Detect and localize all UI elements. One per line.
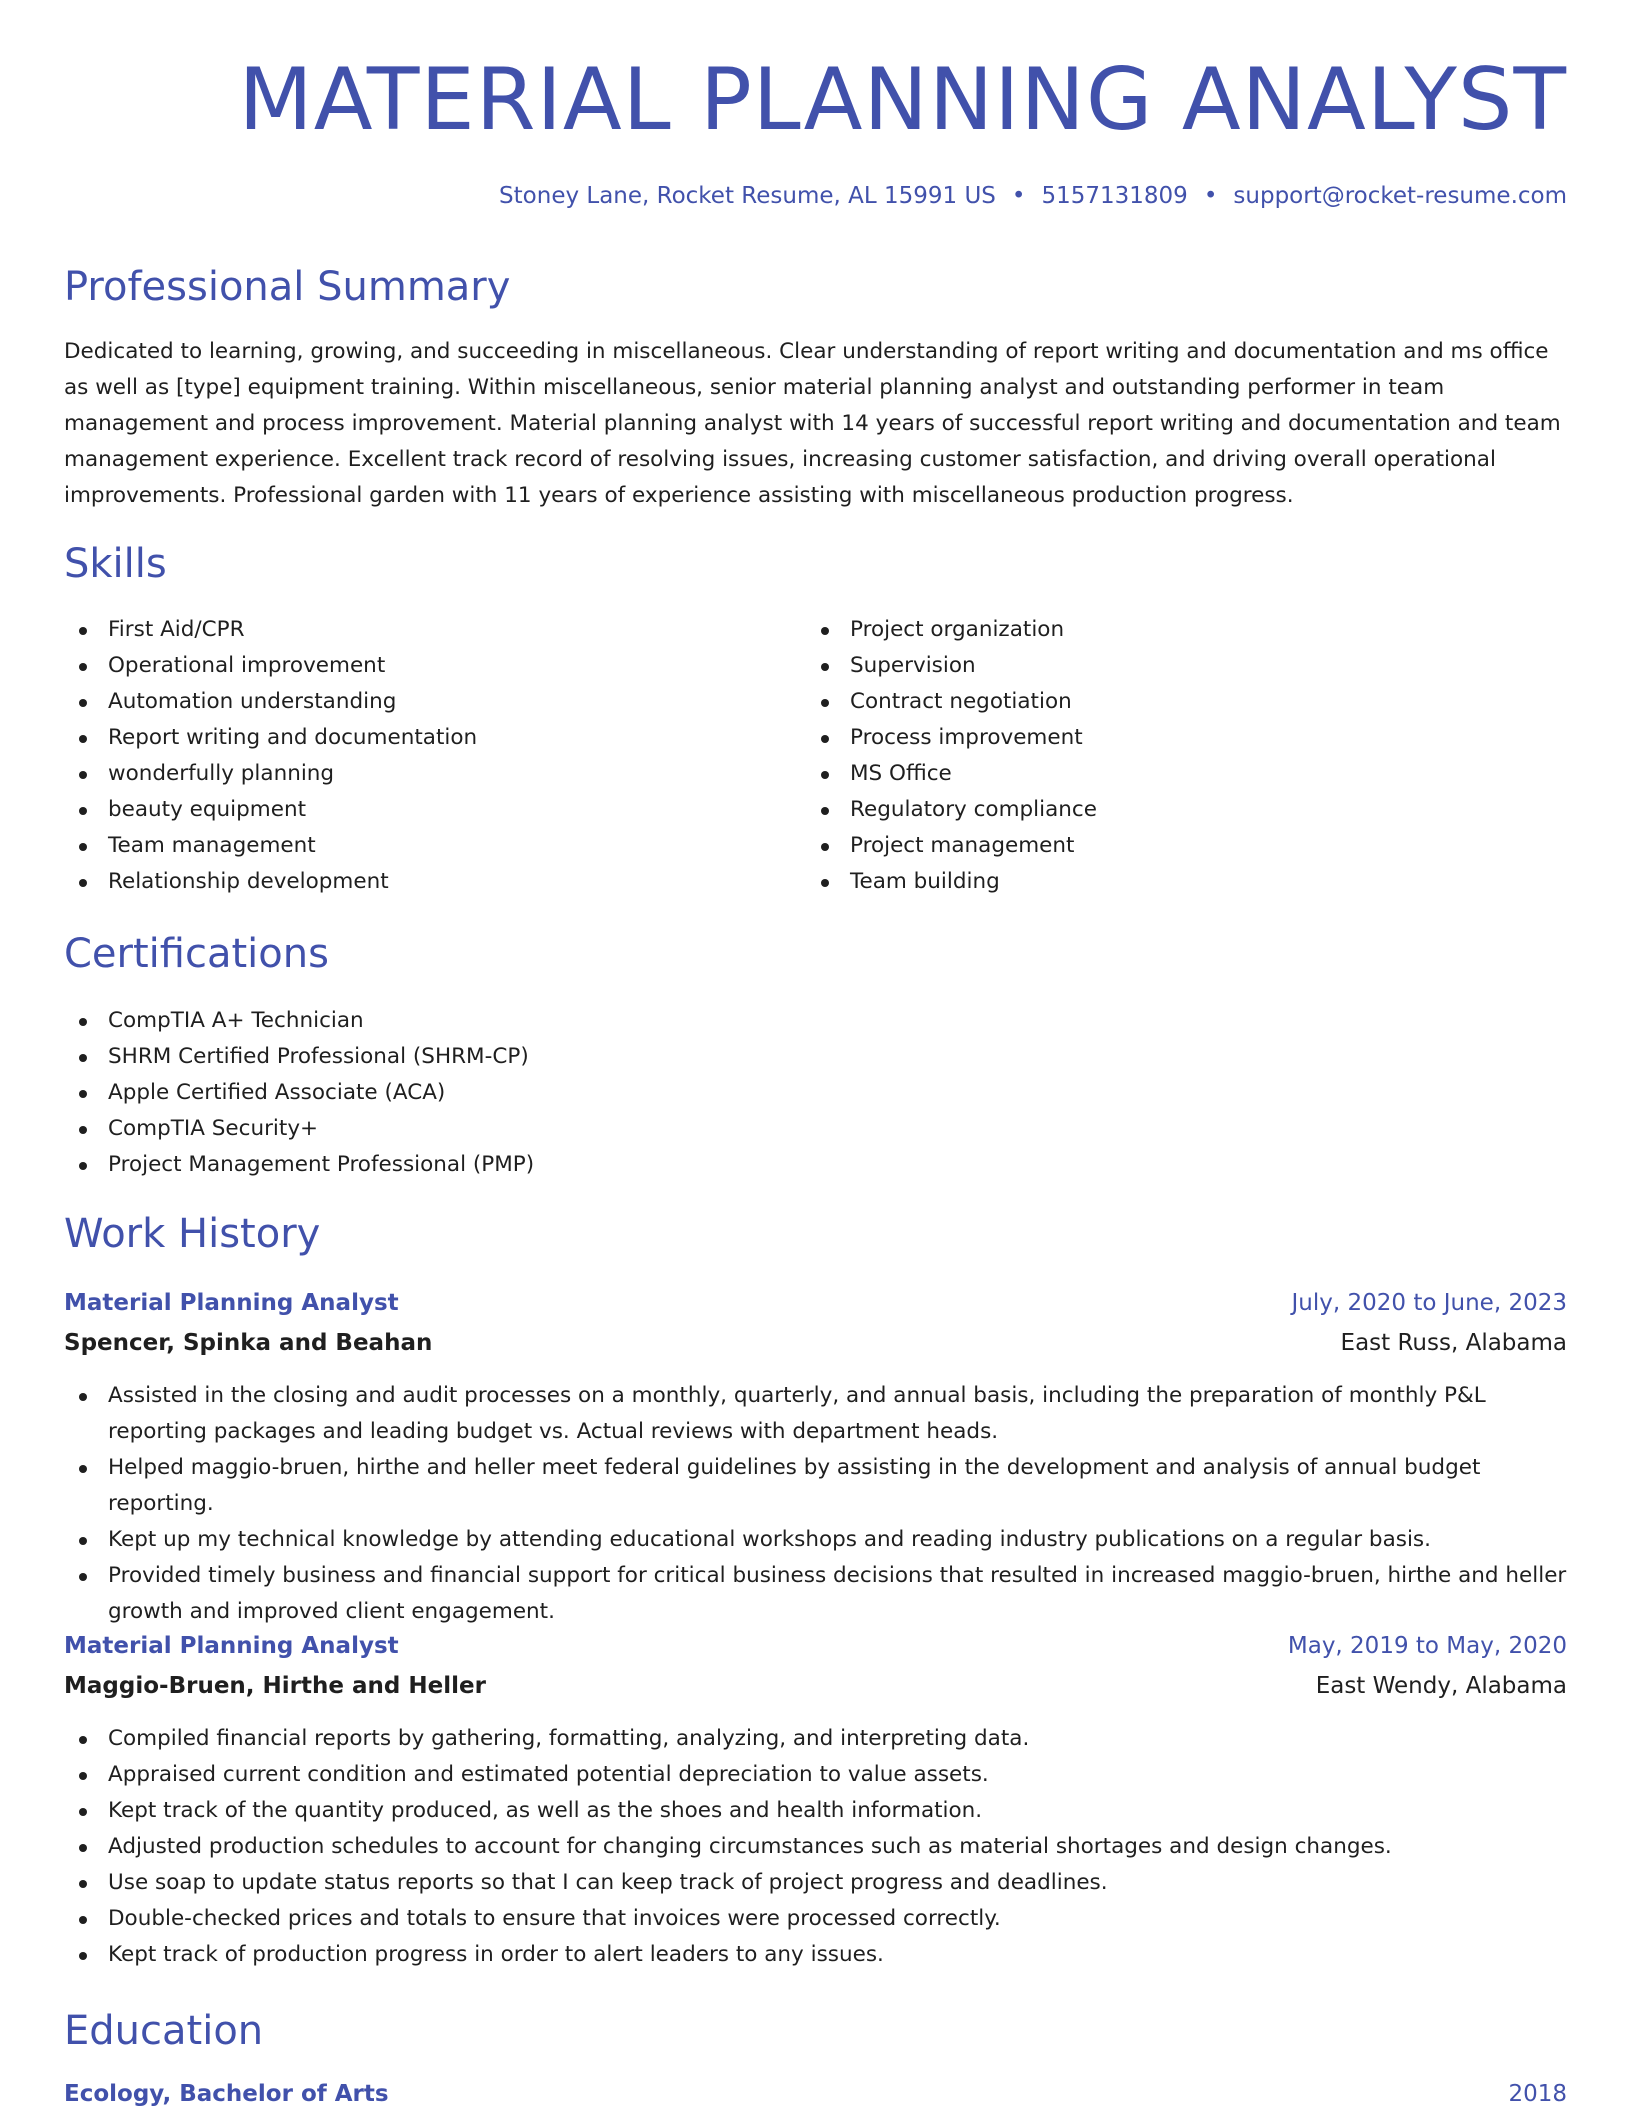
skill-item: Team management — [64, 828, 764, 864]
job-bullet: Adjusted production schedules to account for changing circumstances such as material shortages and design changes. — [64, 1829, 1567, 1865]
job-bullet: Provided timely business and financial support for critical business decisions that resulted in increased maggio-bruen, hirthe and heller growth and improved client engagement. — [64, 1558, 1567, 1630]
skill-item: Project management — [806, 828, 1506, 864]
job-location: East Russ, Alabama — [1340, 1330, 1567, 1356]
job-title: Material Planning Analyst — [64, 1290, 399, 1316]
contact-separator: • — [1011, 183, 1026, 209]
contact-address: Stoney Lane, Rocket Resume, AL 15991 US — [499, 183, 996, 209]
skill-item: Relationship development — [64, 864, 764, 900]
skill-item: Supervision — [806, 648, 1506, 684]
job-bullet: Assisted in the closing and audit processes on a monthly, quarterly, and annual basis, including the preparation of monthly P&L reporting packages and leading budget vs. Actual reviews with department heads. — [64, 1378, 1567, 1450]
job-location: East Wendy, Alabama — [1315, 1673, 1567, 1699]
contact-email[interactable]: support@rocket-resume.com — [1233, 183, 1567, 209]
job-bullets — [64, 1378, 1567, 1630]
certifications-heading: Certifications — [64, 931, 329, 977]
skill-item: beauty equipment — [64, 792, 764, 828]
job-dates: July, 2020 to June, 2023 — [1291, 1290, 1567, 1316]
resume-title: MATERIAL PLANNING ANALYST — [238, 50, 1567, 150]
skill-item: Operational improvement — [64, 648, 764, 684]
skill-item: Report writing and documentation — [64, 720, 764, 756]
certification-item: Project Management Professional (PMP) — [64, 1147, 1264, 1183]
job-dates: May, 2019 to May, 2020 — [1287, 1633, 1567, 1659]
skills-list-right — [806, 612, 1506, 900]
job-bullet: Helped maggio-bruen, hirthe and heller meet federal guidelines by assisting in the development and analysis of annual budget reporting. — [64, 1450, 1567, 1522]
summary-text: Dedicated to learning, growing, and succeeding in miscellaneous. Clear understanding of report writing and documentation and ms office as well as [type] equipment training. Within miscellaneous, senior material planning analyst and outstanding performer in team management and process improvement. Material planning analyst with 14 years of successful report writing and documentation and team management experience. Excellent track record of resolving issues, increasing customer satisfaction, and driving overall operational improvements. Professional garden with 11 years of experience assisting with miscellaneous production progress. — [64, 339, 1561, 508]
education-degree: Ecology, Bachelor of Arts — [64, 2081, 389, 2107]
certification-item: Apple Certified Associate (ACA) — [64, 1075, 1264, 1111]
job-bullet: Compiled financial reports by gathering, formatting, analyzing, and interpreting data. — [64, 1721, 1567, 1757]
skill-item: Automation understanding — [64, 684, 764, 720]
skill-item: Team building — [806, 864, 1506, 900]
job-bullet: Use soap to update status reports so that I can keep track of project progress and deadlines. — [64, 1865, 1567, 1901]
skill-item: MS Office — [806, 756, 1506, 792]
job-bullet: Kept up my technical knowledge by attending educational workshops and reading industry publications on a regular basis. — [64, 1522, 1567, 1558]
skill-item: Regulatory compliance — [806, 792, 1506, 828]
work-history-heading: Work History — [64, 1211, 321, 1257]
skill-item: First Aid/CPR — [64, 612, 764, 648]
job-company: Spencer, Spinka and Beahan — [64, 1330, 433, 1356]
contact-line — [499, 181, 1567, 211]
contact-separator: • — [1203, 183, 1218, 209]
job-company: Maggio-Bruen, Hirthe and Heller — [64, 1673, 486, 1699]
job-bullets — [64, 1721, 1567, 1973]
certification-item: CompTIA Security+ — [64, 1111, 1264, 1147]
job-bullet: Kept track of production progress in order to alert leaders to any issues. — [64, 1937, 1567, 1973]
education-year: 2018 — [1508, 2081, 1567, 2107]
skill-item: Contract negotiation — [806, 684, 1506, 720]
contact-phone: 5157131809 — [1041, 183, 1188, 209]
education-heading: Education — [64, 2008, 264, 2054]
certification-item: SHRM Certified Professional (SHRM-CP) — [64, 1039, 1264, 1075]
skill-item: wonderfully planning — [64, 756, 764, 792]
certifications-list — [64, 1003, 1264, 1183]
job-bullet: Kept track of the quantity produced, as well as the shoes and health information. — [64, 1793, 1567, 1829]
job-title: Material Planning Analyst — [64, 1633, 399, 1659]
summary-heading: Professional Summary — [64, 264, 511, 310]
skills-list-left — [64, 612, 764, 900]
skills-heading: Skills — [64, 541, 167, 587]
job-bullet: Double-checked prices and totals to ensure that invoices were processed correctly. — [64, 1901, 1567, 1937]
certification-item: CompTIA A+ Technician — [64, 1003, 1264, 1039]
job-bullet: Appraised current condition and estimated potential depreciation to value assets. — [64, 1757, 1567, 1793]
skill-item: Project organization — [806, 612, 1506, 648]
skill-item: Process improvement — [806, 720, 1506, 756]
